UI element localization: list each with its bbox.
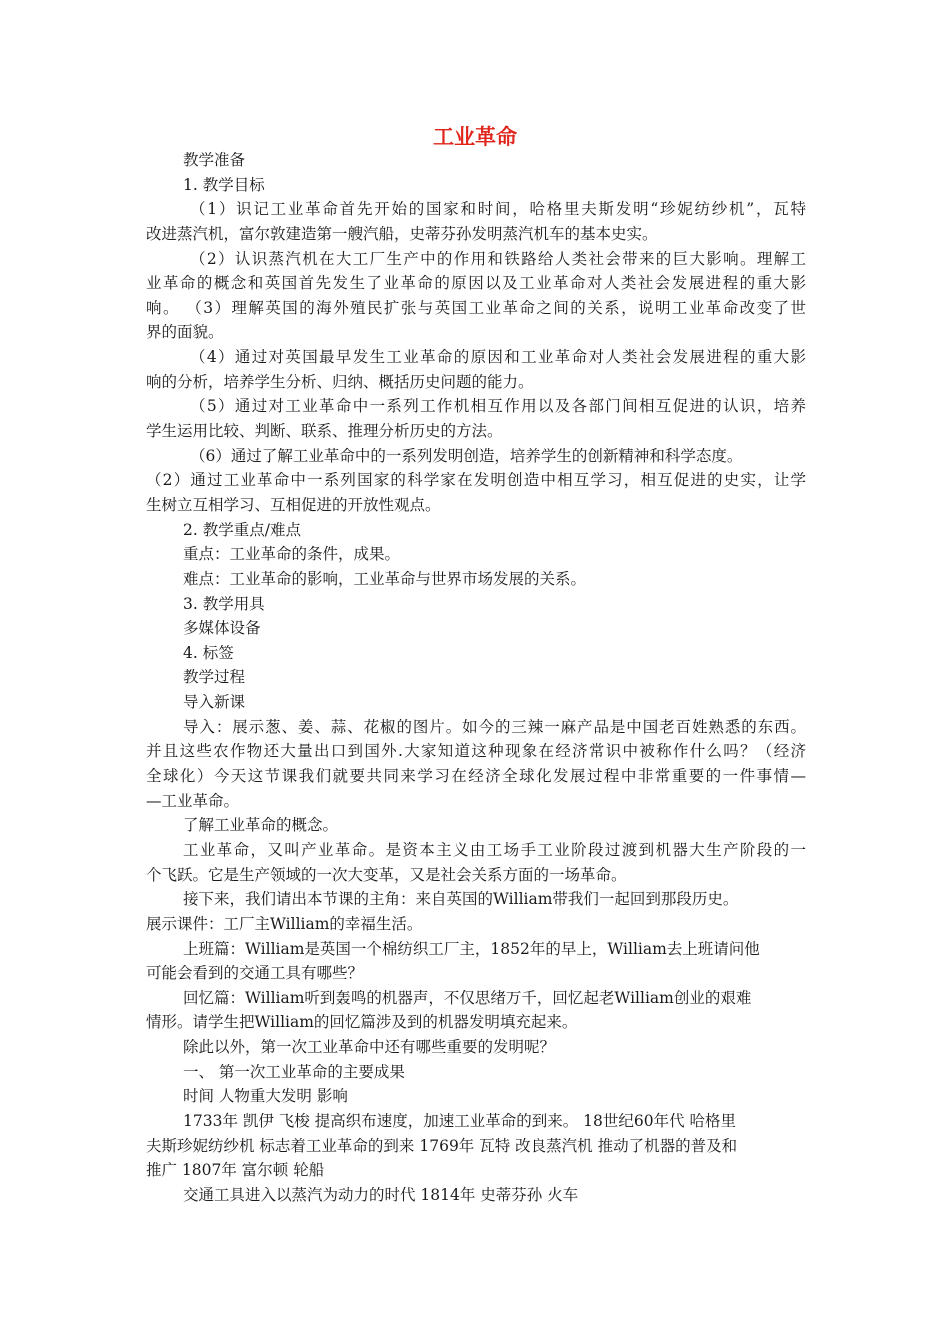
text-line: 响。 （3）理解英国的海外殖民扩张与英国工业革命之间的关系，说明工业革命改变了世 [146, 298, 806, 317]
text-line: 改进蒸汽机，富尔敦建造第一艘汽船，史蒂芬孙发明蒸汽机车的基本史实。 [146, 224, 658, 243]
text-line: 可能会看到的交通工具有哪些？ [146, 964, 364, 983]
text-line: 4. 标签 [183, 643, 234, 662]
text-line: 上班篇：William是英国一个棉纺织工厂主，1852年的早上，William去上班请问他 [183, 939, 760, 958]
text-line: 3. 教学用具 [183, 594, 265, 613]
text-line: （2）认识蒸汽机在大工厂生产中的作用和铁路给人类社会带来的巨大影响。理解工 [190, 249, 806, 268]
text-line: 教学准备 [183, 151, 246, 169]
text-line: 除此以外，第一次工业革命中还有哪些重要的发明呢？ [183, 1038, 556, 1057]
document-body [146, 148, 806, 1208]
text-line: （5）通过对工业革命中一系列工作机相互作用以及各部门间相互促进的认识，培养 [190, 397, 806, 416]
text-line: （6）通过了解工业革命中的一系列发明创造，培养学生的创新精神和科学态度。 [190, 446, 743, 465]
text-line: 生树立互相学习、互相促进的开放性观点。 [146, 495, 441, 514]
text-line: 难点：工业革命的影响，工业革命与世界市场发展的关系。 [183, 569, 587, 588]
text-line: 推广 1807年 富尔顿 轮船 [146, 1161, 325, 1180]
text-line: 时间 人物重大发明 影响 [183, 1087, 348, 1106]
text-line: 1733年 凯伊 飞梭 提高织布速度，加速工业革命的到来。 18世纪60年代 哈格里 [183, 1111, 737, 1130]
text-line: 导入新课 [183, 693, 246, 712]
text-line: 重点：工业革命的条件，成果。 [183, 545, 401, 564]
text-line: （4）通过对英国最早发生工业革命的原因和工业革命对人类社会发展进程的重大影 [190, 348, 806, 367]
text-line: 夫斯珍妮纺纱机 标志着工业革命的到来 1769年 瓦特 改良蒸汽机 推动了机器的普及和 [146, 1136, 738, 1155]
text-line: 多媒体设备 [183, 619, 261, 638]
text-line: 工业革命，又叫产业革命。是资本主义由工场手工业阶段过渡到机器大生产阶段的一 [183, 840, 806, 859]
text-line: 界的面貌。 [146, 323, 224, 342]
text-line: 一、 第一次工业革命的主要成果 [183, 1062, 405, 1081]
text-line: 全球化）今天这节课我们就要共同来学习在经济全球化发展过程中非常重要的一件事情— [146, 767, 806, 786]
text-line: （2）通过工业革命中一系列国家的科学家在发明创造中相互学习，相互促进的史实，让学 [146, 471, 806, 490]
text-line: 2. 教学重点/难点 [183, 520, 301, 539]
text-line: 个飞跃。它是生产领域的一次大变革，又是社会关系方面的一场革命。 [146, 865, 627, 884]
text-line: 并且这些农作物还大量出口到国外.大家知道这种现象在经济常识中被称作什么吗？（经济 [146, 742, 806, 761]
text-line: 导入：展示葱、姜、蒜、花椒的图片。如今的三辣一麻产品是中国老百姓熟悉的东西。 [183, 717, 806, 736]
text-line: 交通工具进入以蒸汽为动力的时代 1814年 史蒂芬孙 火车 [183, 1185, 579, 1204]
text-line: （1）识记工业革命首先开始的国家和时间，哈格里夫斯发明“珍妮纺纱机”，瓦特 [190, 200, 806, 219]
text-line: 了解工业革命的概念。 [183, 816, 339, 835]
text-line: 接下来，我们请出本节课的主角：来自英国的William带我们一起回到那段历史。 [183, 890, 739, 909]
text-line: 教学过程 [183, 668, 246, 687]
text-line: —工业革命。 [146, 791, 240, 810]
document-title: 工业革命 [433, 125, 517, 149]
text-line: 业革命的概念和英国首先发生了业革命的原因以及工业革命对人类社会发展进程的重大影 [146, 274, 806, 293]
text-line: 展示课件：工厂主William的幸福生活。 [146, 914, 423, 933]
text-line: 学生运用比较、判断、联系、推理分析历史的方法。 [146, 422, 503, 441]
text-line: 回忆篇：William听到轰鸣的机器声，不仅思绪万千，回忆起老William创业的艰难 [183, 988, 752, 1007]
text-line: 响的分析，培养学生分析、归纳、概括历史问题的能力。 [146, 372, 534, 391]
text-line: 情形。请学生把William的回忆篇涉及到的机器发明填充起来。 [146, 1013, 578, 1032]
text-line: 1. 教学目标 [183, 175, 265, 194]
